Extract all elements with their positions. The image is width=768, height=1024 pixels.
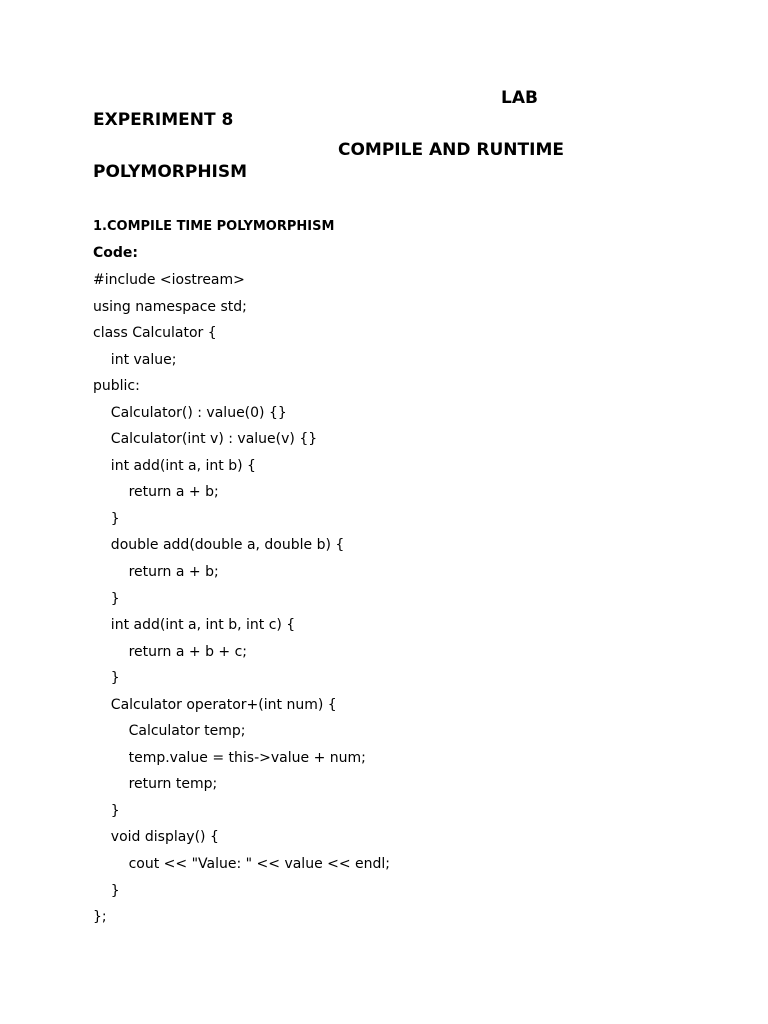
code-line: int value; xyxy=(93,351,177,368)
title-experiment: EXPERIMENT 8 xyxy=(93,110,234,130)
code-block xyxy=(93,271,390,935)
code-line: Calculator() : value(0) {} xyxy=(93,404,287,421)
code-line: return temp; xyxy=(93,776,218,793)
code-line: int add(int a, int b, int c) { xyxy=(93,617,296,634)
code-line: } xyxy=(93,882,120,899)
code-line: #include <iostream> xyxy=(93,272,245,288)
title-polymorphism: POLYMORPHISM xyxy=(93,162,248,182)
title-compile-runtime: COMPILE AND RUNTIME xyxy=(338,140,564,160)
code-line: void display() { xyxy=(93,829,219,846)
code-line: } xyxy=(93,802,120,819)
code-line: return a + b; xyxy=(93,484,219,501)
code-line: }; xyxy=(93,909,107,926)
code-line: } xyxy=(93,670,120,687)
code-line: double add(double a, double b) { xyxy=(93,537,345,554)
code-line: public: xyxy=(93,378,140,395)
code-line: Calculator(int v) : value(v) {} xyxy=(93,431,318,448)
title-lab: LAB xyxy=(501,88,538,108)
code-line: } xyxy=(93,510,120,527)
code-line: cout << "Value: " << value << endl; xyxy=(93,856,391,873)
code-line: return a + b + c; xyxy=(93,643,247,660)
section-heading: 1.COMPILE TIME POLYMORPHISM xyxy=(93,219,335,234)
code-line: int add(int a, int b) { xyxy=(93,457,256,474)
code-line: } xyxy=(93,590,120,607)
code-line: class Calculator { xyxy=(93,325,217,342)
code-line: using namespace std; xyxy=(93,298,247,315)
code-line: Calculator temp; xyxy=(93,723,246,740)
code-line: return a + b; xyxy=(93,564,219,581)
code-line: Calculator operator+(int num) { xyxy=(93,696,337,713)
code-label: Code: xyxy=(93,245,139,261)
code-line: temp.value = this->value + num; xyxy=(93,749,366,766)
